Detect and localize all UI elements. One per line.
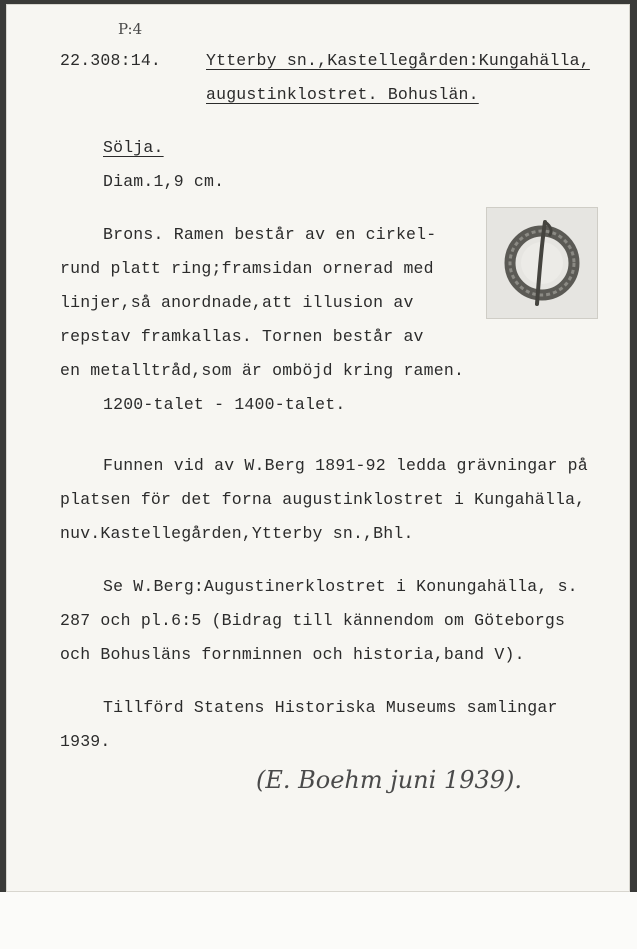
description-line: rund platt ring;framsidan ornerad med (60, 259, 434, 278)
background-strip (0, 892, 637, 949)
description-line: Brons. Ramen består av en cirkel- (103, 225, 437, 244)
description-line: en metalltråd,som är omböjd kring ramen. (60, 361, 465, 380)
brooch-photo (486, 207, 598, 319)
acquisition-line: Tillförd Statens Historiska Museums samlingar (103, 698, 558, 717)
find-line: platsen för det forna augustinklostret i Kungahälla, (60, 490, 586, 509)
location-line-2: augustinklostret. Bohuslän. (206, 85, 479, 104)
find-line: Funnen vid av W.Berg 1891-92 ledda grävningar på (103, 456, 588, 475)
reference-line: Se W.Berg:Augustinerklostret i Konungahälla, s. (103, 577, 578, 596)
find-line: nuv.Kastellegården,Ytterby sn.,Bhl. (60, 524, 414, 543)
catalog-number: 22.308:14. (60, 51, 162, 70)
signature: (E. Boehm juni 1939). (256, 766, 523, 794)
dimension: Diam.1,9 cm. (103, 172, 225, 191)
acquisition-line: 1939. (60, 732, 111, 751)
brooch-image (487, 208, 597, 318)
object-name: Sölja. (103, 138, 164, 157)
pencil-mark: P:4 (118, 20, 143, 38)
reference-line: 287 och pl.6:5 (Bidrag till kännendom om Göteborgs (60, 611, 566, 630)
catalog-card (6, 4, 630, 892)
dating: 1200-talet - 1400-talet. (103, 395, 346, 414)
description-line: linjer,så anordnade,att illusion av (60, 293, 414, 312)
location-line-1: Ytterby sn.,Kastellegården:Kungahälla, (206, 51, 590, 70)
description-line: repstav framkallas. Tornen består av (60, 327, 424, 346)
reference-line: och Bohusläns fornminnen och historia,band V). (60, 645, 525, 664)
